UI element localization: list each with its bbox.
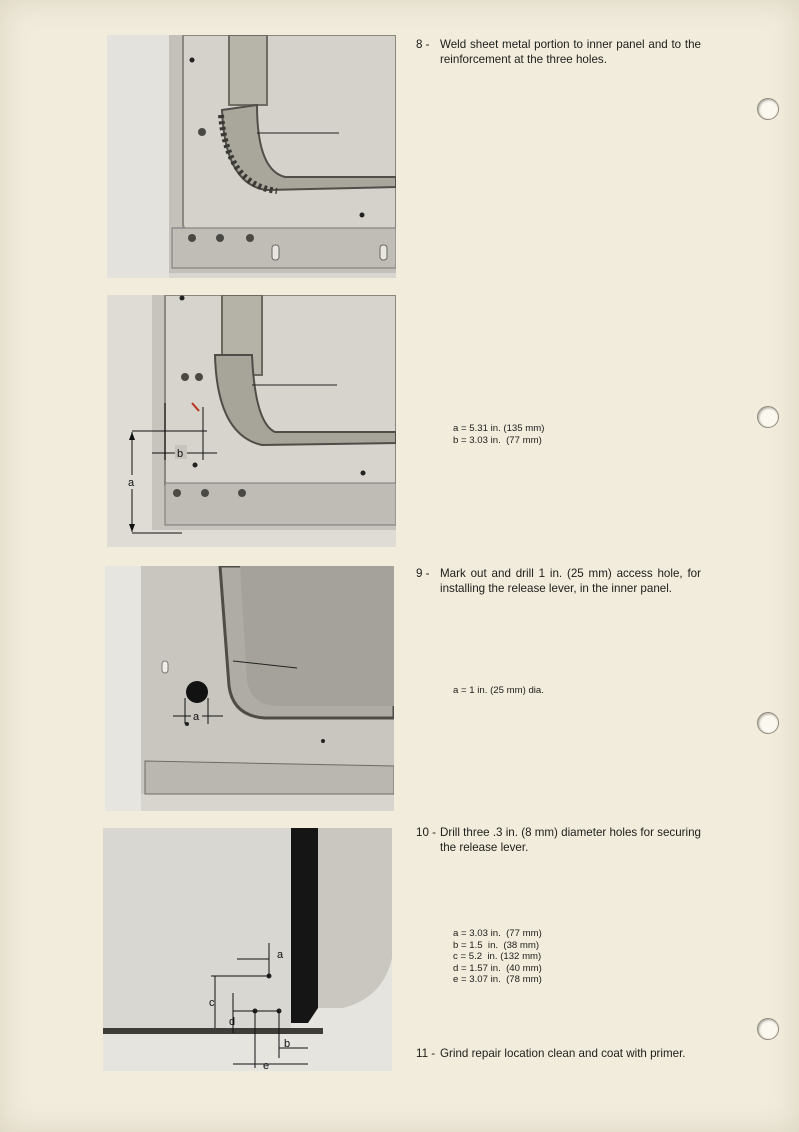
step-9 <box>416 566 701 596</box>
step-8 <box>416 37 701 67</box>
photo-weld-reinforcement <box>107 35 396 278</box>
step-10 <box>416 825 701 855</box>
spec-fig3: a = 1 in. (25 mm) dia. <box>453 685 544 696</box>
dim-b-label: b <box>177 448 184 460</box>
dim-c-label-fig4: c <box>209 997 215 1009</box>
dim-a-label-fig3: a <box>193 711 200 723</box>
dim-d-label-fig4: d <box>229 1016 236 1028</box>
step-number: 10 - <box>416 826 436 839</box>
step-text: Weld sheet metal portion to inner panel and to the reinforcement at the three holes. <box>440 38 701 66</box>
photo-access-hole <box>105 566 394 811</box>
step-text: Mark out and drill 1 in. (25 mm) access hole, for installing the release lever, in the inner panel. <box>440 567 701 595</box>
dim-a-label-fig4: a <box>277 949 284 961</box>
step-number: 8 - <box>416 38 430 51</box>
photo-dimension-a-b <box>107 295 396 547</box>
dim-a-label: a <box>128 477 135 489</box>
step-text: Grind repair location clean and coat with primer. <box>440 1047 686 1060</box>
spec-fig4: a = 3.03 in. (77 mm) b = 1.5 in. (38 mm) c = 5.2 in. (132 mm) d = 1.57 in. (40 mm) e = 3.07 in. (78 mm) <box>453 928 542 985</box>
binder-hole-4 <box>757 1018 779 1040</box>
binder-hole-1 <box>757 98 779 120</box>
step-number: 11 - <box>416 1047 436 1060</box>
spec-fig2: a = 5.31 in. (135 mm) b = 3.03 in. (77 mm) <box>453 423 545 446</box>
step-text: Drill three .3 in. (8 mm) diameter holes for securing the release lever. <box>440 826 701 854</box>
photo-release-lever-holes <box>103 828 392 1071</box>
dim-e-label-fig4: e <box>263 1060 270 1071</box>
step-number: 9 - <box>416 567 430 580</box>
binder-hole-2 <box>757 406 779 428</box>
binder-hole-3 <box>757 712 779 734</box>
step-11 <box>416 1046 701 1061</box>
dim-b-label-fig4: b <box>284 1038 291 1050</box>
